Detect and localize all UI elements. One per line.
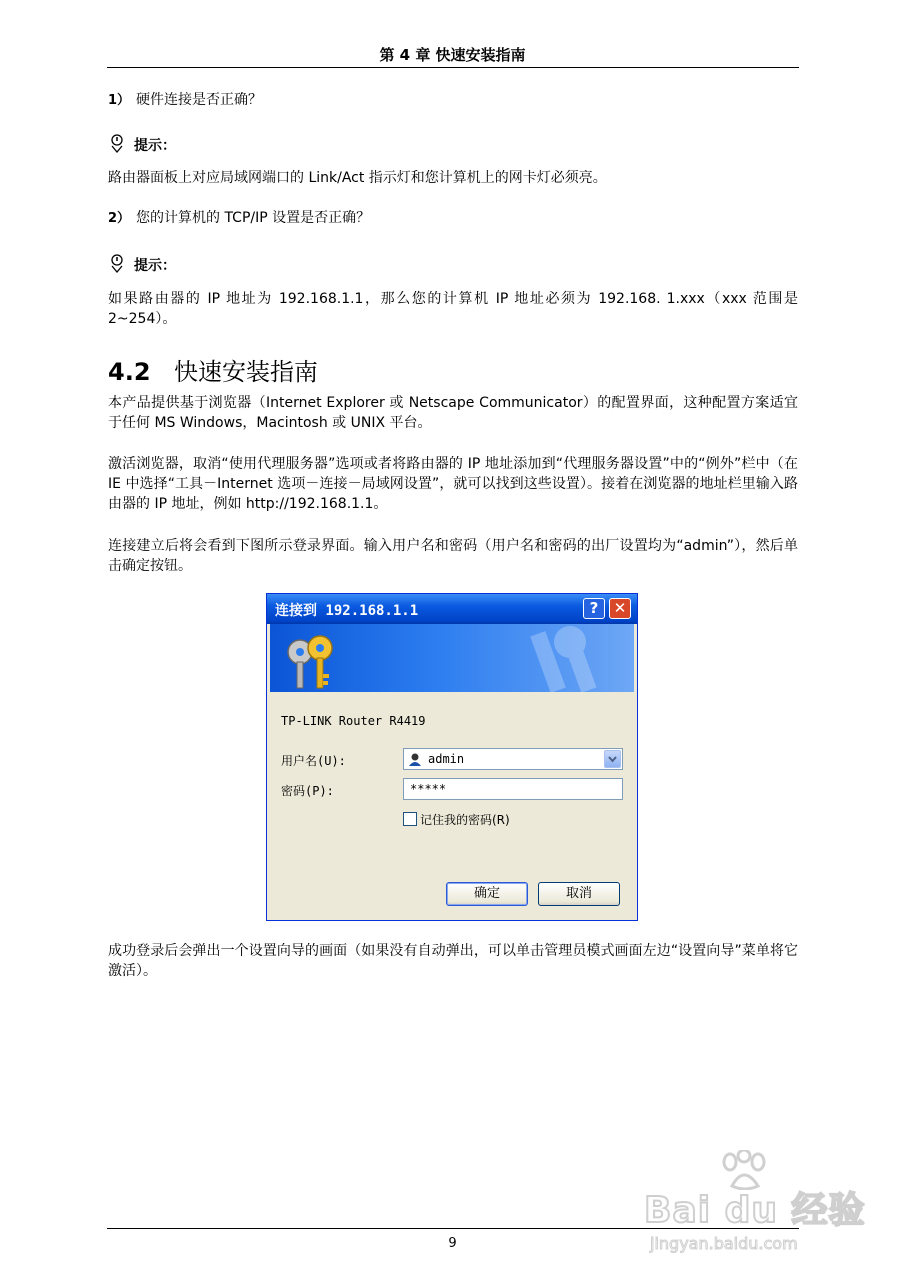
section-heading [108, 352, 318, 387]
tip-2-label: 提示： [134, 258, 176, 274]
help-button[interactable] [583, 598, 605, 619]
remember-label: 记住我的密码(R) [420, 813, 510, 827]
paragraph-browser: 激活浏览器，取消“使用代理服务器”选项或者将路由器的 IP 地址添加到“代理服务器设置”中的“例外”栏中（在 IE 中选择“工具－Internet 选项－连接－局域网设置”，就可以找到这些设置）。接着在浏览器的地址栏里输入路由器的 IP 地址，例如 http://192.168.1.1。 [108, 456, 798, 512]
tip-2 [108, 253, 176, 275]
watermark-brand: Bai du 经验 [644, 1190, 866, 1231]
paragraph-login: 连接建立后将会看到下图所示登录界面。输入用户名和密码（用户名和密码的出厂设置均为“admin”），然后单击确定按钮。 [108, 538, 798, 574]
password-label: 密码(P): [281, 784, 334, 798]
dialog-titlebar [267, 594, 637, 624]
username-label: 用户名(U): [281, 754, 346, 768]
user-icon [408, 752, 422, 766]
page-number: 9 [448, 1236, 457, 1251]
tip-2-text: 如果路由器的 IP 地址为 192.168.1.1，那么您的计算机 IP 地址必须为 192.168. 1.xxx（xxx 范围是 2~254）。 [108, 291, 798, 327]
paragraph-after-login: 成功登录后会弹出一个设置向导的画面（如果没有自动弹出，可以单击管理员模式画面左边“设置向导”菜单将它激活）。 [108, 943, 798, 979]
tip-1-label: 提示： [134, 138, 176, 154]
question-1-text: 硬件连接是否正确？ [136, 92, 262, 108]
username-field[interactable] [403, 748, 623, 770]
dialog-realm: TP-LINK Router R4419 [281, 714, 426, 728]
question-2 [108, 207, 370, 227]
tip-1-text: 路由器面板上对应局域网端口的 Link/Act 指示灯和您计算机上的网卡灯必须亮。 [108, 170, 607, 186]
tip-1 [108, 133, 176, 155]
cancel-button[interactable]: 取消 [538, 882, 620, 906]
question-2-number: 2） [108, 211, 131, 226]
header-divider [107, 67, 799, 68]
password-field[interactable] [403, 778, 623, 800]
ok-button[interactable]: 确定 [446, 882, 528, 906]
dialog-title: 连接到 192.168.1.1 [275, 603, 419, 619]
username-dropdown-button[interactable] [604, 750, 621, 768]
chevron-down-icon [605, 751, 620, 767]
remember-password[interactable] [403, 811, 510, 828]
question-2-text: 您的计算机的 TCP/IP 设置是否正确？ [136, 210, 371, 226]
password-value: ***** [410, 782, 447, 796]
question-1 [108, 89, 262, 109]
close-icon: ✕ [613, 599, 627, 617]
question-1-number: 1） [108, 93, 131, 108]
chapter-title: 第 4 章 快速安装指南 [379, 46, 526, 64]
keys-icon [270, 624, 634, 692]
baidu-watermark [640, 1150, 866, 1260]
tip-icon [108, 133, 126, 153]
close-button[interactable] [609, 598, 631, 619]
login-dialog [266, 593, 638, 921]
watermark-url: jingyan.baidu.com [650, 1234, 798, 1253]
paragraph-intro: 本产品提供基于浏览器（Internet Explorer 或 Netscape Communicator）的配置界面，这种配置方案适宜于任何 MS Windows，Macintosh 或 UNIX 平台。 [108, 395, 798, 431]
dialog-banner [270, 624, 634, 692]
username-value: admin [428, 752, 465, 766]
tip-icon [108, 253, 126, 273]
section-title: 快速安装指南 [174, 358, 318, 386]
section-number: 4.2 [108, 358, 151, 386]
remember-checkbox[interactable] [403, 812, 417, 826]
help-icon: ? [589, 599, 599, 617]
